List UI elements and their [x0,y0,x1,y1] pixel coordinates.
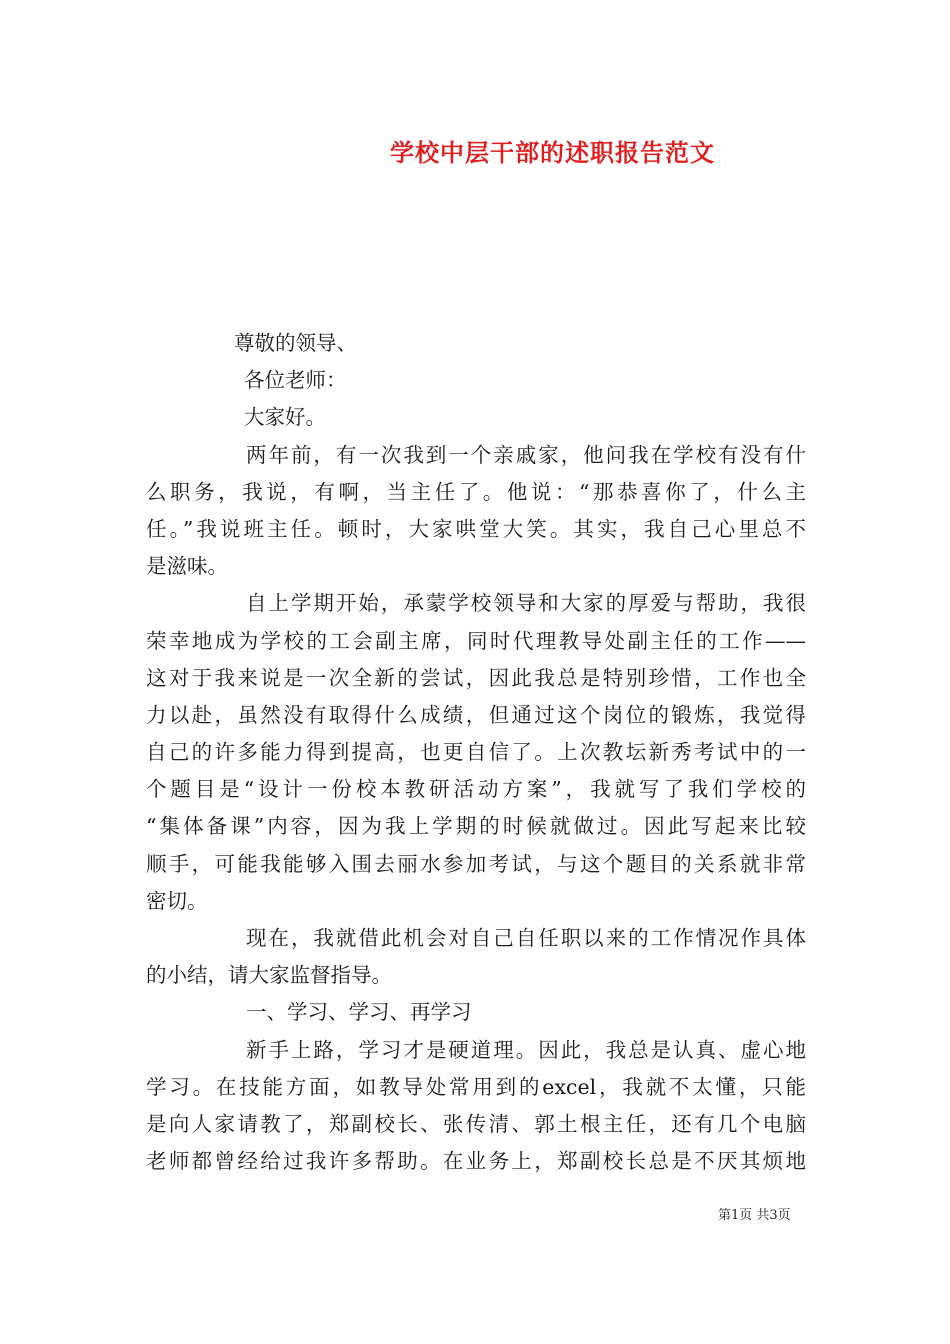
text-line: 荣幸地成为学校的工会副主席，同时代理教导处副主任的工作—— [146,628,806,653]
text-line: 新手上路，学习才是硬道理。因此，我总是认真、虚心地 [246,1037,806,1062]
text-line: 是向人家请教了，郑副校长、张传清、郭土根主任，还有几个电脑 [146,1111,806,1136]
text-line: 个题目是“设计一份校本教研活动方案”，我就写了我们学校的 [146,777,806,802]
document-body [146,325,806,1180]
text-line: 自上学期开始，承蒙学校领导和大家的厚爱与帮助，我很 [246,591,806,616]
text-line: 密切。 [146,888,208,913]
page-number: 第1页 共3页 [718,1208,791,1223]
text-line: 两年前，有一次我到一个亲戚家，他问我在学校有没有什 [246,442,806,467]
text-line: 自己的许多能力得到提高，也更自信了。上次教坛新秀考试中的一 [146,740,806,765]
text-line: “集体备课”内容，因为我上学期的时候就做过。因此写起来比较 [146,814,806,839]
text-line: 学习。在技能方面，如教导处常用到的excel，我就不太懂，只能 [146,1074,806,1099]
section-heading: 一、学习、学习、再学习 [246,1000,472,1025]
text-line: 各位老师： [244,368,347,393]
text-line: 顺手，可能我能够入围去丽水参加考试，与这个题目的关系就非常 [146,851,806,876]
text-line: 力以赴，虽然没有取得什么成绩，但通过这个岗位的锻炼，我觉得 [146,702,806,727]
text-line: 这对于我来说是一次全新的尝试，因此我总是特别珍惜，工作也全 [146,665,806,690]
page-title: 学校中层干部的述职报告范文 [390,138,715,167]
text-line: 老师都曾经给过我许多帮助。在业务上，郑副校长总是不厌其烦地 [146,1149,806,1174]
text-line: 现在，我就借此机会对自己自任职以来的工作情况作具体 [246,926,806,950]
text-line: 大家好。 [244,405,326,430]
text-line: 尊敬的领导、 [234,331,357,355]
text-line: 任。”我说班主任。顿时，大家哄堂大笑。其实，我自己心里总不 [146,516,806,541]
text-line: 的小结，请大家监督指导。 [146,963,392,988]
text-line: 是滋味。 [146,554,228,579]
text-line: 么职务，我说，有啊，当主任了。他说：“那恭喜你了，什么主 [146,479,806,504]
